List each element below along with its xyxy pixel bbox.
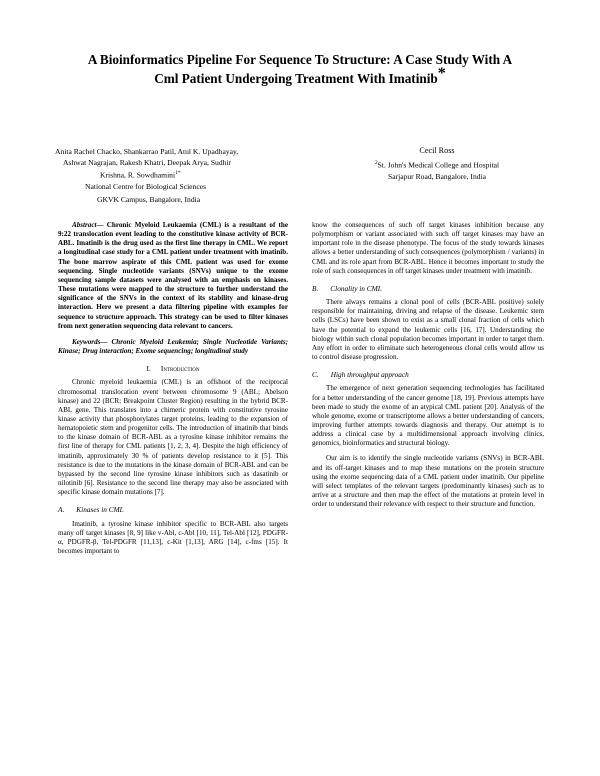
keywords-paragraph [58, 338, 288, 356]
paper-title [50, 50, 550, 88]
high-throughput-paragraph-1: The emergence of next generation sequencing technologies has facilitated for a better understanding of the cancer genome [18, 19]. Previous attempts have been made to study the exome of an atypical CML patient [20]. Analysis of the whole genome, exome or transcriptome allows a better understanding of cancers, improving further attempts towards diagnosis and therapy. Our attempt is to address a clinical case by a multidimensional approach involving clinics, genomics, bioinformatics and structural biology. [312, 384, 544, 448]
subsection-title: Kinases in CML [76, 505, 124, 515]
title-line-1: A Bioinformatics Pipeline For Sequence To Structure: A Case Study With A [87, 52, 513, 67]
left-column [58, 221, 288, 556]
clonality-paragraph: There always remains a clonal pool of cells (BCR-ABL positive) solely responsible for maintaining, driving and relapse of the disease. Leukemic stem cells (LSCs) have been shown to exist as a small clonal fraction of cells which have the potential to expand the leukemic cells [16, 17]. Understanding the biology within such clonal population becomes important in order to target them. Any effort in order to eliminate such heterogeneous clonal cells would allow us to control disease progression. [312, 298, 544, 362]
subsection-number: A. [58, 505, 65, 515]
affiliation-right-mark: 2 [374, 160, 378, 166]
authors-block-left [55, 146, 315, 205]
subsection-heading-high-throughput [312, 370, 544, 379]
section-title: Introduction [160, 364, 200, 374]
abstract-label: Abstract [72, 221, 97, 229]
subsection-title: High throughput approach [330, 370, 409, 380]
author-line-3 [55, 168, 315, 181]
right-column [312, 221, 544, 509]
author-name-right: Cecil Ross [419, 146, 455, 155]
title-footnote-mark: * [437, 65, 446, 82]
section-heading-introduction [58, 364, 288, 373]
affiliation-line-2: GKVK Campus, Bangalore, India [97, 194, 201, 204]
title-line-2-text: Cml Patient Undergoing Treatment With Imatinib [154, 71, 438, 86]
affiliation-line-1: National Centre for Biological Sciences [85, 181, 207, 191]
subsection-heading-clonality [312, 284, 544, 293]
author-line-1: Anita Rachel Chacko, Shankarrao Patil, Atul K. Upadhayay, [55, 147, 239, 156]
subsection-number: C. [312, 370, 319, 380]
title-line-2 [50, 65, 550, 88]
author-line-2: Ashwat Nagrajan, Rakesh Khatri, Deepak Arya, Sudhir [63, 158, 232, 167]
affiliation-right-text: St. John's Medical College and Hospital [377, 160, 500, 170]
abstract-text: — Chronic Myeloid Leukaemia (CML) is a resultant of the 9:22 translocation event leading to the constitutive kinase activity of BCR-ABL. Imatinib is the drug used as the first line therapy in CML. We report a longitudinal case study for a CML patient under treatment with imatinib. The bone marrow aspirate of this CML patient was used for exome sequencing. Single nucleotide variants (SNVs) unique to the exome sequencing sample datasets were analysed with an emphasis on kinases. These mutations were mapped to the structure to further understand the significance of the SNVs in the context of its stability and kinase-drug interaction. Here we present a data filtering pipeline with examples for sequence to structure approach. This strategy can be used to filter kinases from next generation sequencing data relevant to cancers. [58, 221, 288, 330]
continued-paragraph: know the consequences of such off target kinases inhibition because any polymorphism or variant associated with such off target kinases may have an important role in the disease phenotype. The focus of the study towards kinases allows a better understanding of such consequences (polymorphism / variants) in CML and its role apart from BCR-ABL. Hence it becomes important to study the role of such consequences in off target kinases under treatment with imatinib. [312, 221, 544, 275]
keywords-label: Keywords— [72, 337, 108, 346]
author-affiliation-mark: 1* [175, 170, 181, 176]
abstract-paragraph [58, 221, 288, 331]
affiliation-right-line-2: Sarjapur Road, Bangalore, India [387, 171, 487, 181]
introduction-paragraph: Chronic myeloid leukaemia (CML) is an offshoot of the reciprocal chromosomal translocation event between chromosome 9 (ABL; Abelson kinase) and 22 (BCR; Breakpoint Cluster Region) resulting in the hybrid BCR-ABL gene. This translates into a chimeric protein with constitutive tyrosine kinase activity that phosphorylates target proteins, leading to the expansion of hematopoietic stem and progenitor cells. The introduction of imatinib that binds to the kinase domain of BCR-ABL as a tyrosine kinase inhibitor remains the first line of therapy for CML patients [1, 2, 3, 4]. Despite the high efficiency of imatinib, approximately 30 % of patients develop resistance to it [5]. This resistance is due to the mutations in the kinase domain of BCR-ABL and can be bypassed by the second line tyrosine kinase inhibitors such as dasatinib or nilotinib [6]. Resistance to the second line therapy may also be associated with specific kinase domain mutations [7]. [58, 378, 288, 497]
section-number: I. [146, 364, 151, 374]
kinases-paragraph: Imatinib, a tyrosine kinase inhibitor specific to BCR-ABL also targets many off target kinases [8, 9] like v-Abl, c-Abl [10, 11], Tel-Abl [12], PDGFR-α, PDGFR-β, Tel-PDGFR [11,13], c-Kit [1,13], ARG [14], c-fms [15]. It becomes important to [58, 519, 288, 555]
high-throughput-paragraph-2: Our aim is to identify the single nucleotide variants (SNVs) in BCR-ABL and its off-target kinases and to map these mutations on the protein structure using the exome sequencing data of a CML patient under imatinib. Our pipeline will select templates of the relevant targets (predominantly kinases) such as to arrive at a structure and then map the effect of the mutations at protein level in order to understand their relevance with respect to their structure and function. [312, 454, 544, 509]
authors-block-right [327, 145, 547, 182]
keywords-text: Chronic Myeloid Leukemia; Single Nucleotide Variants; Kinase; Drug interaction; Exome sequencing; longitudinal study [58, 337, 288, 356]
subsection-number: B. [312, 283, 319, 293]
subsection-title: Clonality in CML [330, 283, 382, 293]
author-line-3-text: Krishna, R. Sowdhamini [100, 170, 176, 180]
subsection-heading-kinases [58, 505, 288, 514]
affiliation-right-line-1 [327, 158, 547, 171]
